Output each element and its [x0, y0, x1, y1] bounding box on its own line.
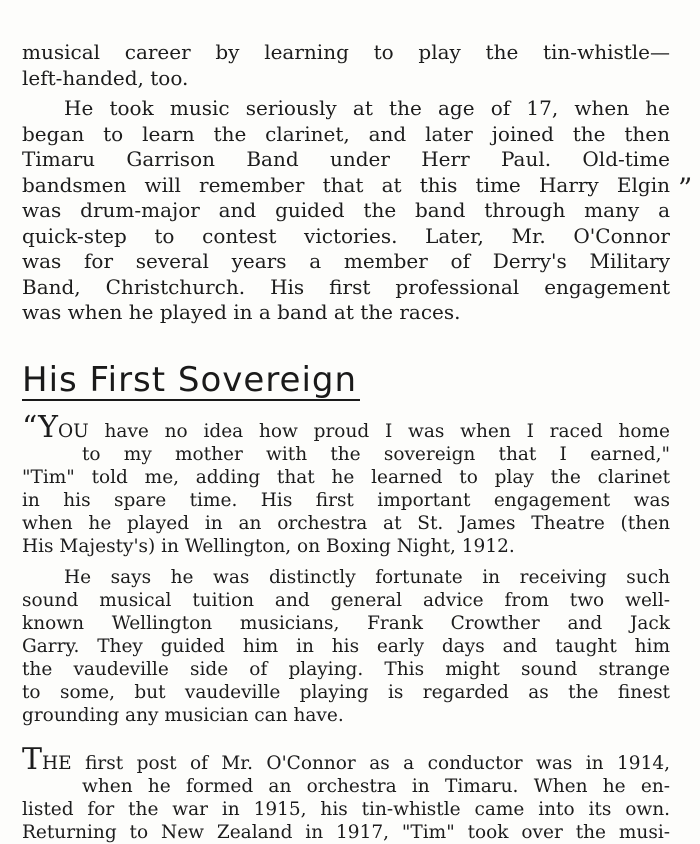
text-line: the vaudeville side of playing. This might sound strange — [22, 659, 670, 680]
heading-underline — [22, 399, 360, 401]
text-line: quick-step to contest victories. Later, Mr. O'Connor — [22, 223, 670, 248]
text-line: to some, but vaudeville playing is regarded as the finest — [22, 682, 670, 703]
text-line: began to learn the clarinet, and later joined the then — [22, 121, 670, 146]
text-line: He took music seriously at the age of 17, when he — [64, 96, 670, 120]
text-line: was when he played in a band at the races. — [22, 300, 461, 324]
paragraph-career — [22, 40, 670, 91]
paragraph-sovereign — [22, 410, 670, 558]
text-line: known Wellington musicians, Frank Crowther and Jack — [22, 613, 670, 634]
margin-mark: ” — [678, 172, 693, 205]
text-line-rest: HE first post of Mr. O'Connor as a conductor was in 1914, — [42, 753, 670, 774]
text-line — [22, 742, 670, 777]
text-line: musical career by learning to play the tin-whistle— — [22, 40, 670, 64]
text-line: when he played in an orchestra at St. James Theatre (then — [22, 513, 670, 534]
text-line: He says he was distinctly fortunate in receiving such — [64, 567, 670, 588]
text-line: Timaru Garrison Band under Herr Paul. Old-time — [22, 147, 670, 171]
text-line: was for several years a member of Derry's Military — [22, 249, 670, 273]
text-line: bandsmen will remember that at this time Harry Elgin — [22, 172, 670, 197]
text-line: to my mother with the sovereign that I earned," — [82, 444, 670, 465]
text-line-rest: OU have no idea how proud I was when I raced home — [57, 421, 670, 442]
text-line — [22, 410, 670, 445]
text-line: listed for the war in 1915, his tin-whistle came into its own. — [22, 799, 670, 820]
text-line: Band, Christchurch. His first professional engagement — [22, 274, 670, 299]
text-line: left-handed, too. — [22, 65, 189, 90]
drop-cap: “Y — [22, 410, 58, 445]
paragraph-tuition — [22, 566, 670, 727]
text-line: "Tim" told me, adding that he learned to play the clarinet — [22, 467, 670, 488]
text-line: His Majesty's) in Wellington, on Boxing Night, 1912. — [22, 536, 515, 557]
text-line: Returning to New Zealand in 1917, "Tim" took over the musi- — [22, 822, 670, 843]
text-line: grounding any musician can have. — [22, 705, 344, 726]
drop-cap: T — [22, 742, 43, 777]
text-line: Garry. They guided him in his early days and taught him — [22, 636, 670, 657]
text-line: was drum-major and guided the band through many a — [22, 198, 670, 222]
paragraph-clarinet — [22, 96, 670, 326]
text-line: when he formed an orchestra in Timaru. When he en- — [82, 776, 670, 797]
text-line: sound musical tuition and general advice from two well- — [22, 590, 670, 611]
text-line: in his spare time. His first important engagement was — [22, 490, 670, 511]
paragraph-conductor — [22, 742, 670, 844]
section-heading: His First Sovereign — [22, 360, 358, 400]
